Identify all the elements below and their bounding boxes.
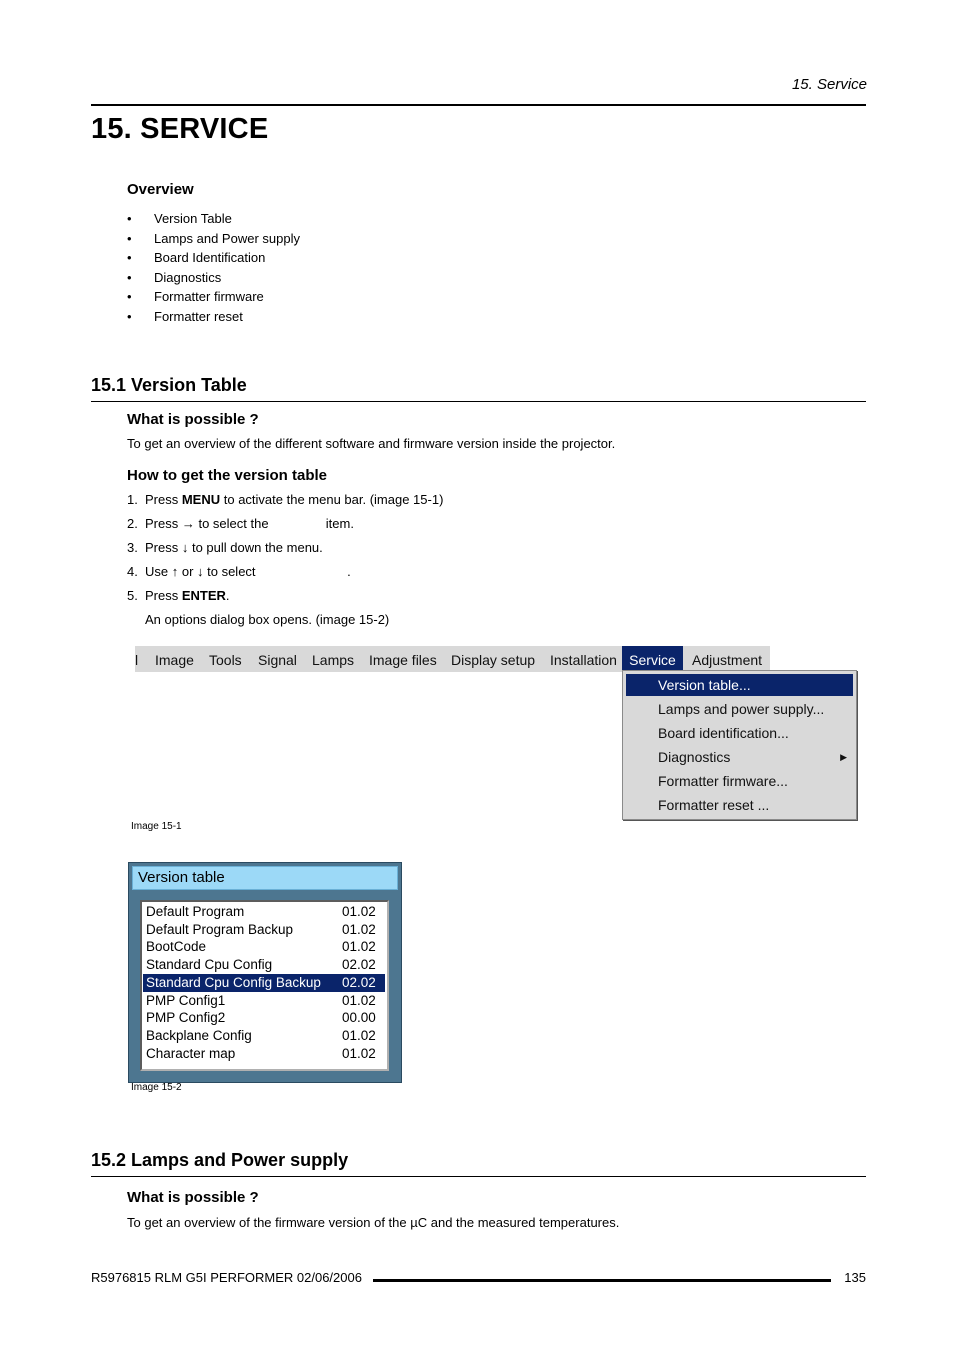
dropdown-item-lamps-power[interactable]: Lamps and power supply... xyxy=(658,701,825,717)
version-row[interactable]: PMP Config1 01.02 xyxy=(146,992,376,1008)
menu-item-lamps[interactable]: Lamps xyxy=(312,652,355,668)
list-item: • Lamps and Power supply xyxy=(127,230,300,246)
version-row[interactable]: Character map 01.02 xyxy=(146,1045,376,1061)
dropdown-item-diagnostics[interactable]: Diagnostics ▶ xyxy=(626,746,853,768)
what-is-possible-heading: What is possible ? xyxy=(127,1189,259,1206)
image-caption-15-2: Image 15-2 xyxy=(131,1082,182,1093)
list-item: • Diagnostics xyxy=(127,269,222,285)
dialog-title: Version table xyxy=(138,869,225,886)
version-row[interactable]: Default Program Backup 01.02 xyxy=(146,921,376,937)
overview-heading: Overview xyxy=(127,181,194,198)
section-rule xyxy=(91,401,866,402)
list-item: • Version Table xyxy=(127,211,232,226)
menu-item-service[interactable]: Service xyxy=(622,646,683,672)
running-header: 15. Service xyxy=(791,76,867,93)
menu-item-adjustment[interactable]: Adjustment xyxy=(692,652,763,668)
footer-doc-info: R5976815 RLM G5I PERFORMER 02/06/2006 xyxy=(91,1270,362,1285)
step-1: 1. Press MENU to activate the menu bar. (image 15-1) xyxy=(127,492,444,507)
overview-list xyxy=(127,210,300,327)
step-4: 4. Use ↑ or ↓ to select . xyxy=(127,564,351,579)
steps-list xyxy=(127,491,443,635)
step-5-note: An options dialog box opens. (image 15-2) xyxy=(145,612,390,627)
menu-item-tools[interactable]: Tools xyxy=(209,652,242,668)
version-row-selected[interactable]: Standard Cpu Config Backup 02.02 xyxy=(143,974,385,992)
list-item: • Formatter reset xyxy=(127,308,243,324)
dropdown-item-board-identification[interactable]: Board identification... xyxy=(658,725,789,741)
chapter-title: 15. SERVICE xyxy=(91,113,269,145)
step-2: 2. Press → to select the item. xyxy=(127,516,354,531)
menu-item-installation[interactable]: Installation xyxy=(550,652,617,668)
version-row[interactable]: Standard Cpu Config 02.02 xyxy=(146,957,376,973)
step-5: 5. Press ENTER. xyxy=(127,588,230,603)
how-to-heading: How to get the version table xyxy=(127,467,328,484)
menu-item-signal[interactable]: Signal xyxy=(258,652,297,668)
menu-item-display-setup[interactable]: Display setup xyxy=(451,652,536,668)
menu-item-image-files[interactable]: Image files xyxy=(369,652,437,668)
list-item: • Formatter firmware xyxy=(127,289,264,304)
dropdown-item-version-table[interactable]: Version table... xyxy=(626,674,853,696)
version-row[interactable]: BootCode 01.02 xyxy=(146,939,376,955)
section-rule xyxy=(91,1176,866,1177)
section-heading-15-2: 15.2 Lamps and Power supply xyxy=(91,1150,349,1170)
section-heading-15-1: 15.1 Version Table xyxy=(91,375,247,395)
version-table-dialog xyxy=(128,862,402,1083)
menu-item-partial[interactable]: l xyxy=(135,652,139,668)
dialog-title-bar xyxy=(132,866,398,890)
menu-bar xyxy=(135,646,770,672)
dropdown-item-formatter-reset[interactable]: Formatter reset ... xyxy=(658,797,770,813)
list-item: • Board Identification xyxy=(127,250,266,265)
dropdown-item-formatter-firmware[interactable]: Formatter firmware... xyxy=(658,773,788,789)
submenu-arrow-icon: ▶ xyxy=(840,752,847,762)
menu-item-image[interactable]: Image xyxy=(155,652,194,668)
what-is-possible-heading: What is possible ? xyxy=(127,411,259,428)
version-row[interactable]: Default Program 01.02 xyxy=(146,904,376,919)
version-row[interactable]: Backplane Config 01.02 xyxy=(146,1027,376,1043)
image-caption-15-1: Image 15-1 xyxy=(131,821,182,832)
what-is-possible-text: To get an overview of the firmware version of the µC and the measured temperatures. xyxy=(127,1215,620,1230)
page-number: 135 xyxy=(844,1270,866,1285)
version-list xyxy=(140,900,389,1071)
version-row[interactable]: PMP Config2 00.00 xyxy=(146,1010,376,1026)
footer-rule xyxy=(373,1279,831,1282)
header-rule xyxy=(91,104,866,106)
service-dropdown-menu xyxy=(622,670,857,820)
step-3: 3. Press ↓ to pull down the menu. xyxy=(127,540,323,555)
what-is-possible-text: To get an overview of the different software and firmware version inside the projector. xyxy=(127,436,616,451)
